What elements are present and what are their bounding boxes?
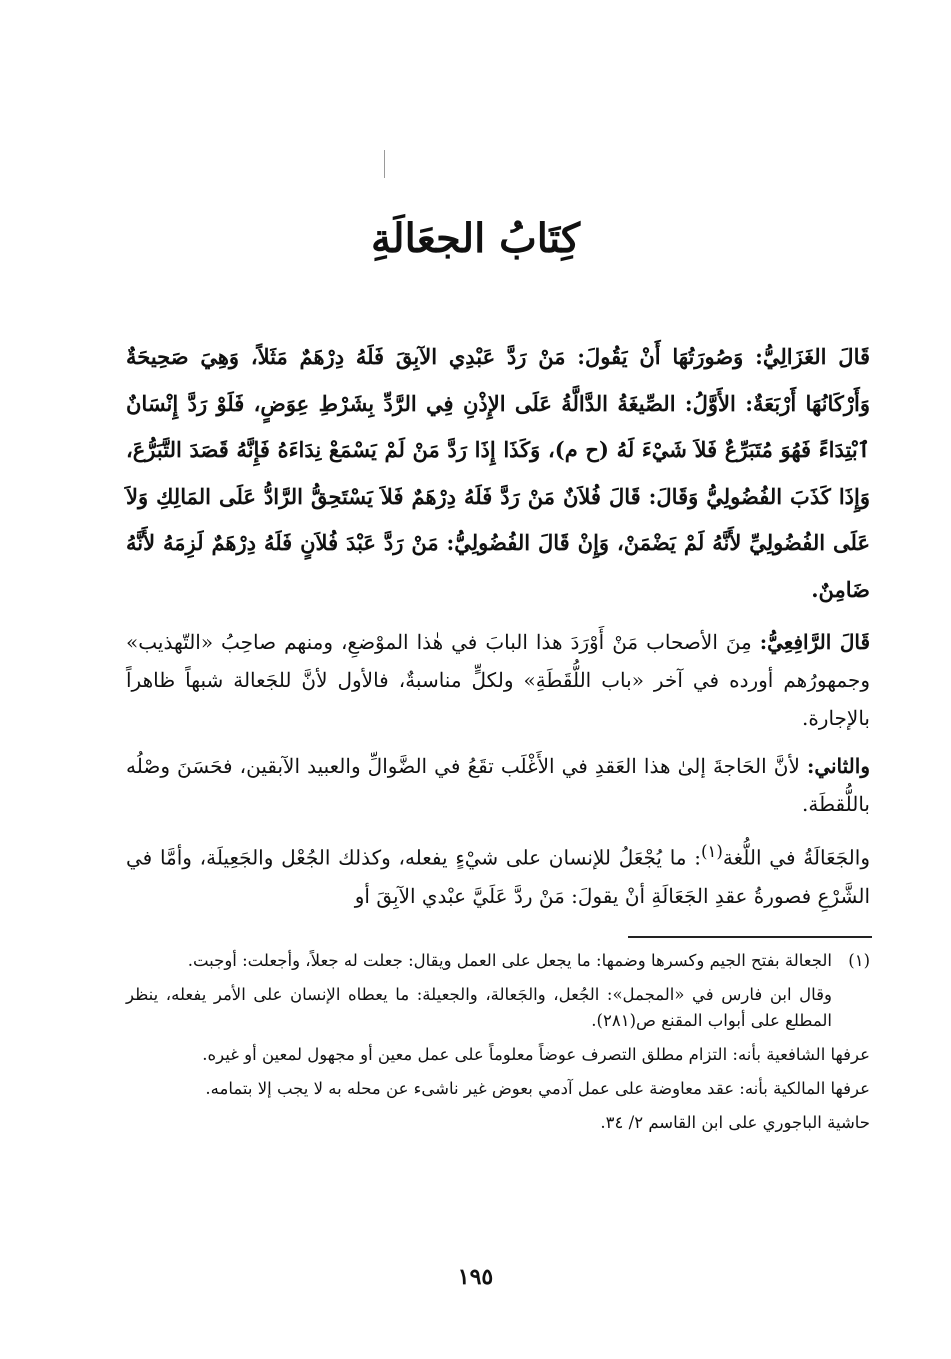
footnote-3: عرفها الشافعية بأنه: التزام مطلق التصرف عوضاً معلوماً على عمل معين أو مجهول لمعين أو غيره. (202, 1045, 870, 1064)
main-text (126, 334, 870, 915)
definition-paragraph (126, 833, 870, 915)
second-paragraph (126, 747, 870, 823)
scan-mark (384, 150, 385, 178)
footnote-5: حاشية الباجوري على ابن القاسم ٢/ ٣٤. (600, 1113, 870, 1132)
footnote-divider (628, 936, 872, 938)
footnote-2: وقال ابن فارس في «المجمل»: الجُعل، والجَعالة، والجعيلة: ما يعطاه الإنسان على الأمر يفعله، ينظر المطلع على أبواب المقنع ص(٢٨١). (126, 985, 832, 1030)
footnote-number: (١) (848, 951, 870, 970)
footnote-1 (126, 948, 870, 974)
footnotes (126, 948, 870, 1144)
ghazali-paragraph: قَالَ الغَزَالِيُّ: وَصُورَتُهَا أَنْ يَقُولَ: مَنْ رَدَّ عَبْدِي الآبِقَ فَلَهُ دِرْهَمٌ مَثَلاً، وَهِيَ صَحِيحَةٌ وَأَرْكَانُهَا أَرْبَعَةٌ: الأَوَّلُ: الصِّيغَةُ الدَّالَّةُ عَلَى الإِذْنِ فِي الرَّدِّ بِشَرْطِ عِوَضٍ، فَلَوْ رَدَّ إِنْسَانٌ ٱبْتِدَاءً فَهُوَ مُتَبَرِّعٌ فَلاَ شَيْءَ لَهُ (ح م)، وَكَذَا إِذَا رَدَّ مَنْ لَمْ يَسْمَعْ نِدَاءَهُ فَإِنَّهُ قَصَدَ التَّبَرُّعَ، وَإِذَا كَذَبَ الفُضُولِيُّ وَقَالَ: قَالَ فُلاَنٌ مَنْ رَدَّ فَلَهُ دِرْهَمٌ فَلاَ يَسْتَحِقُّ الرَّادُّ عَلَى المَالِكِ وَلاَ عَلَى الفُضُولِيِّ لأَنَّهُ لَمْ يَضْمَنْ، وَإِنْ قَالَ الفُضُولِيُّ: مَنْ رَدَّ عَبْدَ فُلاَنٍ فَلَهُ دِرْهَمٌ لَزِمَهُ لأَنَّهُ ضَامِنٌ. (126, 344, 870, 602)
rafii-text: مِنَ الأصحاب مَنْ أَوْرَدَ هذا البابَ في هٰذا الموْضعِ، ومنهم صاحِبُ «التّهذيب» وجمهورُهم أورده في آخر «باب اللُّقَطَةِ» ولكلٍّ مناسبةٌ، فالأول لأنَّ للجَعالة شبهاً ظاهراً بالإجارة. (126, 630, 870, 730)
footnote-1-text: الجعالة بفتح الجيم وكسرها وضمها: ما يجعل على العمل ويقال: جعلت له جعلاً، وأجعلت: أوجبت. (187, 951, 832, 970)
second-text: لأنَّ الحَاجةَ إلىٰ هذا العَقدِ في الأَغْلَب تقَعُ في الضَّوالِّ والعبيد الآبقين، فحَسَنَ وصْلُه باللُّقطَة. (126, 754, 870, 816)
chapter-title: كِتَابُ الجعَالَةِ (370, 214, 581, 262)
definition-text-b: : ما يُجْعَلُ للإنسان على شيْءٍ يفعله، وكذلك الجُعْل والجَعِيلَة، وأمَّا في الشَّرْعِ فصورةُ عقدِ الجَعَالَةِ أنْ يقولَ: مَنْ ردَّ عَلَيَّ عبْدي الآبِقَ أو (126, 845, 870, 908)
footnote-ref: (١) (700, 842, 723, 861)
page-number: ١٩٥ (457, 1264, 494, 1290)
rafii-lead: قَالَ الرَّافِعِيُّ: (759, 630, 871, 654)
second-lead: والثاني: (806, 754, 870, 778)
rafii-paragraph (126, 623, 870, 737)
footnote-4: عرفها المالكية بأنه: عقد معاوضة على عمل آدمي بعوض غير ناشىء عن محله به لا يجب إلا بتمامه. (205, 1079, 870, 1098)
definition-text-a: والجَعَالَةُ في اللُّغة (722, 845, 870, 870)
